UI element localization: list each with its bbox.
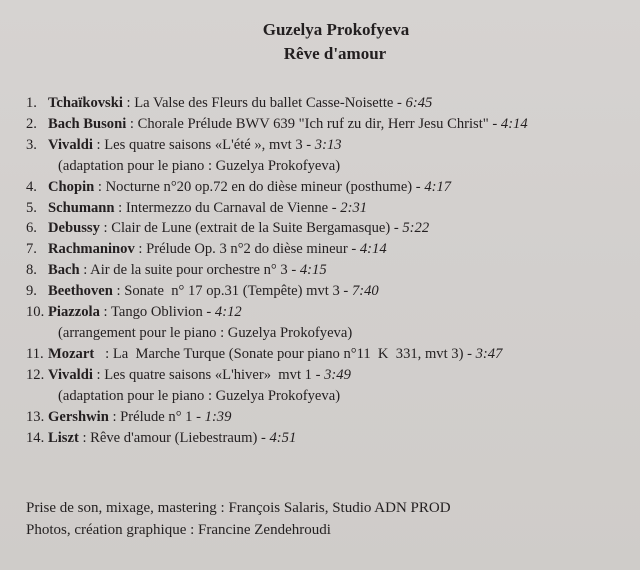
track-note: (adaptation pour le piano : Guzelya Prokofyeva) <box>58 387 341 404</box>
track-list <box>26 93 632 448</box>
track-work: : Nocturne n°20 op.72 en do dièse mineur (posthume) - <box>94 178 425 195</box>
track-number: 8. <box>26 262 37 279</box>
track-composer: Gershwin <box>48 408 109 425</box>
track-duration: 2:31 <box>340 199 368 216</box>
track-composer: Tchaïkovski <box>48 95 123 111</box>
track-duration: 5:22 <box>402 220 430 237</box>
track-composer: Liszt <box>48 429 79 446</box>
track-number: 9. <box>26 283 37 300</box>
credits <box>26 497 451 541</box>
credit-recording: Prise de son, mixage, mastering : François Salaris, Studio ADN PROD <box>26 500 451 516</box>
track-work: : Tango Oblivion - <box>99 304 215 321</box>
track-composer: Vivaldi <box>48 366 93 383</box>
track-item <box>26 177 632 198</box>
track-item <box>26 239 632 260</box>
track-number: 13. <box>26 408 45 425</box>
track-work: : Rêve d'amour (Liebestraum) - <box>78 429 270 446</box>
track-duration: 4:14 <box>500 115 528 132</box>
track-work: : Les quatre saisons «L'été », mvt 3 - <box>92 136 315 153</box>
track-item <box>26 344 632 365</box>
credit-design: Photos, création graphique : Francine Zendehroudi <box>26 522 331 538</box>
track-duration: 4:12 <box>214 304 242 321</box>
track-number: 3. <box>26 136 37 153</box>
track-item <box>26 365 632 407</box>
track-number: 14. <box>26 429 45 446</box>
track-item <box>26 428 632 449</box>
track-item <box>26 93 632 114</box>
track-note: (arrangement pour le piano : Guzelya Prokofyeva) <box>58 324 353 341</box>
track-work: : Chorale Prélude BWV 639 "Ich ruf zu dir, Herr Jesu Christ" - <box>126 115 501 132</box>
track-duration: 6:45 <box>405 95 433 111</box>
track-composer: Mozart <box>48 345 95 362</box>
track-number: 2. <box>26 115 37 132</box>
track-item <box>26 302 632 344</box>
track-composer: Piazzola <box>48 304 100 321</box>
track-number: 12. <box>26 366 45 383</box>
track-duration: 1:39 <box>204 408 232 425</box>
track-number: 6. <box>26 220 37 237</box>
track-composer: Schumann <box>48 199 115 216</box>
album-title: Rêve d'amour <box>283 44 387 63</box>
track-number: 7. <box>26 241 37 258</box>
track-work: : Air de la suite pour orchestre n° 3 - <box>79 262 300 279</box>
track-duration: 3:47 <box>475 345 503 362</box>
track-work: : La Valse des Fleurs du ballet Casse-Noisette - <box>122 95 406 111</box>
track-composer: Vivaldi <box>48 136 93 153</box>
track-number: 5. <box>26 199 37 216</box>
track-composer: Bach <box>48 262 80 279</box>
track-duration: 7:40 <box>351 283 379 300</box>
track-number: 10. <box>26 304 45 321</box>
track-item <box>26 135 632 177</box>
track-duration: 4:15 <box>299 262 327 279</box>
track-duration: 3:49 <box>324 366 351 383</box>
track-item <box>26 218 632 239</box>
track-work: : Prélude Op. 3 n°2 do dièse mineur - <box>134 241 360 258</box>
track-item <box>26 114 632 135</box>
track-duration: 3:13 <box>314 136 342 153</box>
track-composer: Rachmaninov <box>48 241 135 258</box>
track-number: 1. <box>26 95 37 111</box>
track-work: : La Marche Turque (Sonate pour piano n°11 K 331, mvt 3) - <box>94 345 476 362</box>
track-item <box>26 407 632 428</box>
track-composer: Bach Busoni <box>48 115 127 132</box>
track-duration: 4:51 <box>269 429 297 446</box>
track-work: : Prélude n° 1 - <box>108 408 205 425</box>
track-work: : Sonate n° 17 op.31 (Tempête) mvt 3 - <box>112 283 352 300</box>
track-work: : Clair de Lune (extrait de la Suite Bergamasque) - <box>99 220 403 237</box>
track-number: 11. <box>26 345 44 362</box>
track-work: : Intermezzo du Carnaval de Vienne - <box>114 199 341 216</box>
track-duration: 4:17 <box>424 178 452 195</box>
track-work: : Les quatre saisons «L'hiver» mvt 1 - <box>92 366 325 383</box>
header <box>0 18 640 66</box>
track-note: (adaptation pour le piano : Guzelya Prokofyeva) <box>58 157 341 174</box>
track-item <box>26 198 632 219</box>
track-composer: Beethoven <box>48 283 113 300</box>
track-duration: 4:14 <box>359 241 387 258</box>
track-item <box>26 281 632 302</box>
track-composer: Debussy <box>48 220 100 237</box>
track-composer: Chopin <box>48 178 95 195</box>
track-item <box>26 260 632 281</box>
track-number: 4. <box>26 178 37 195</box>
artist-name: Guzelya Prokofyeva <box>262 20 410 39</box>
